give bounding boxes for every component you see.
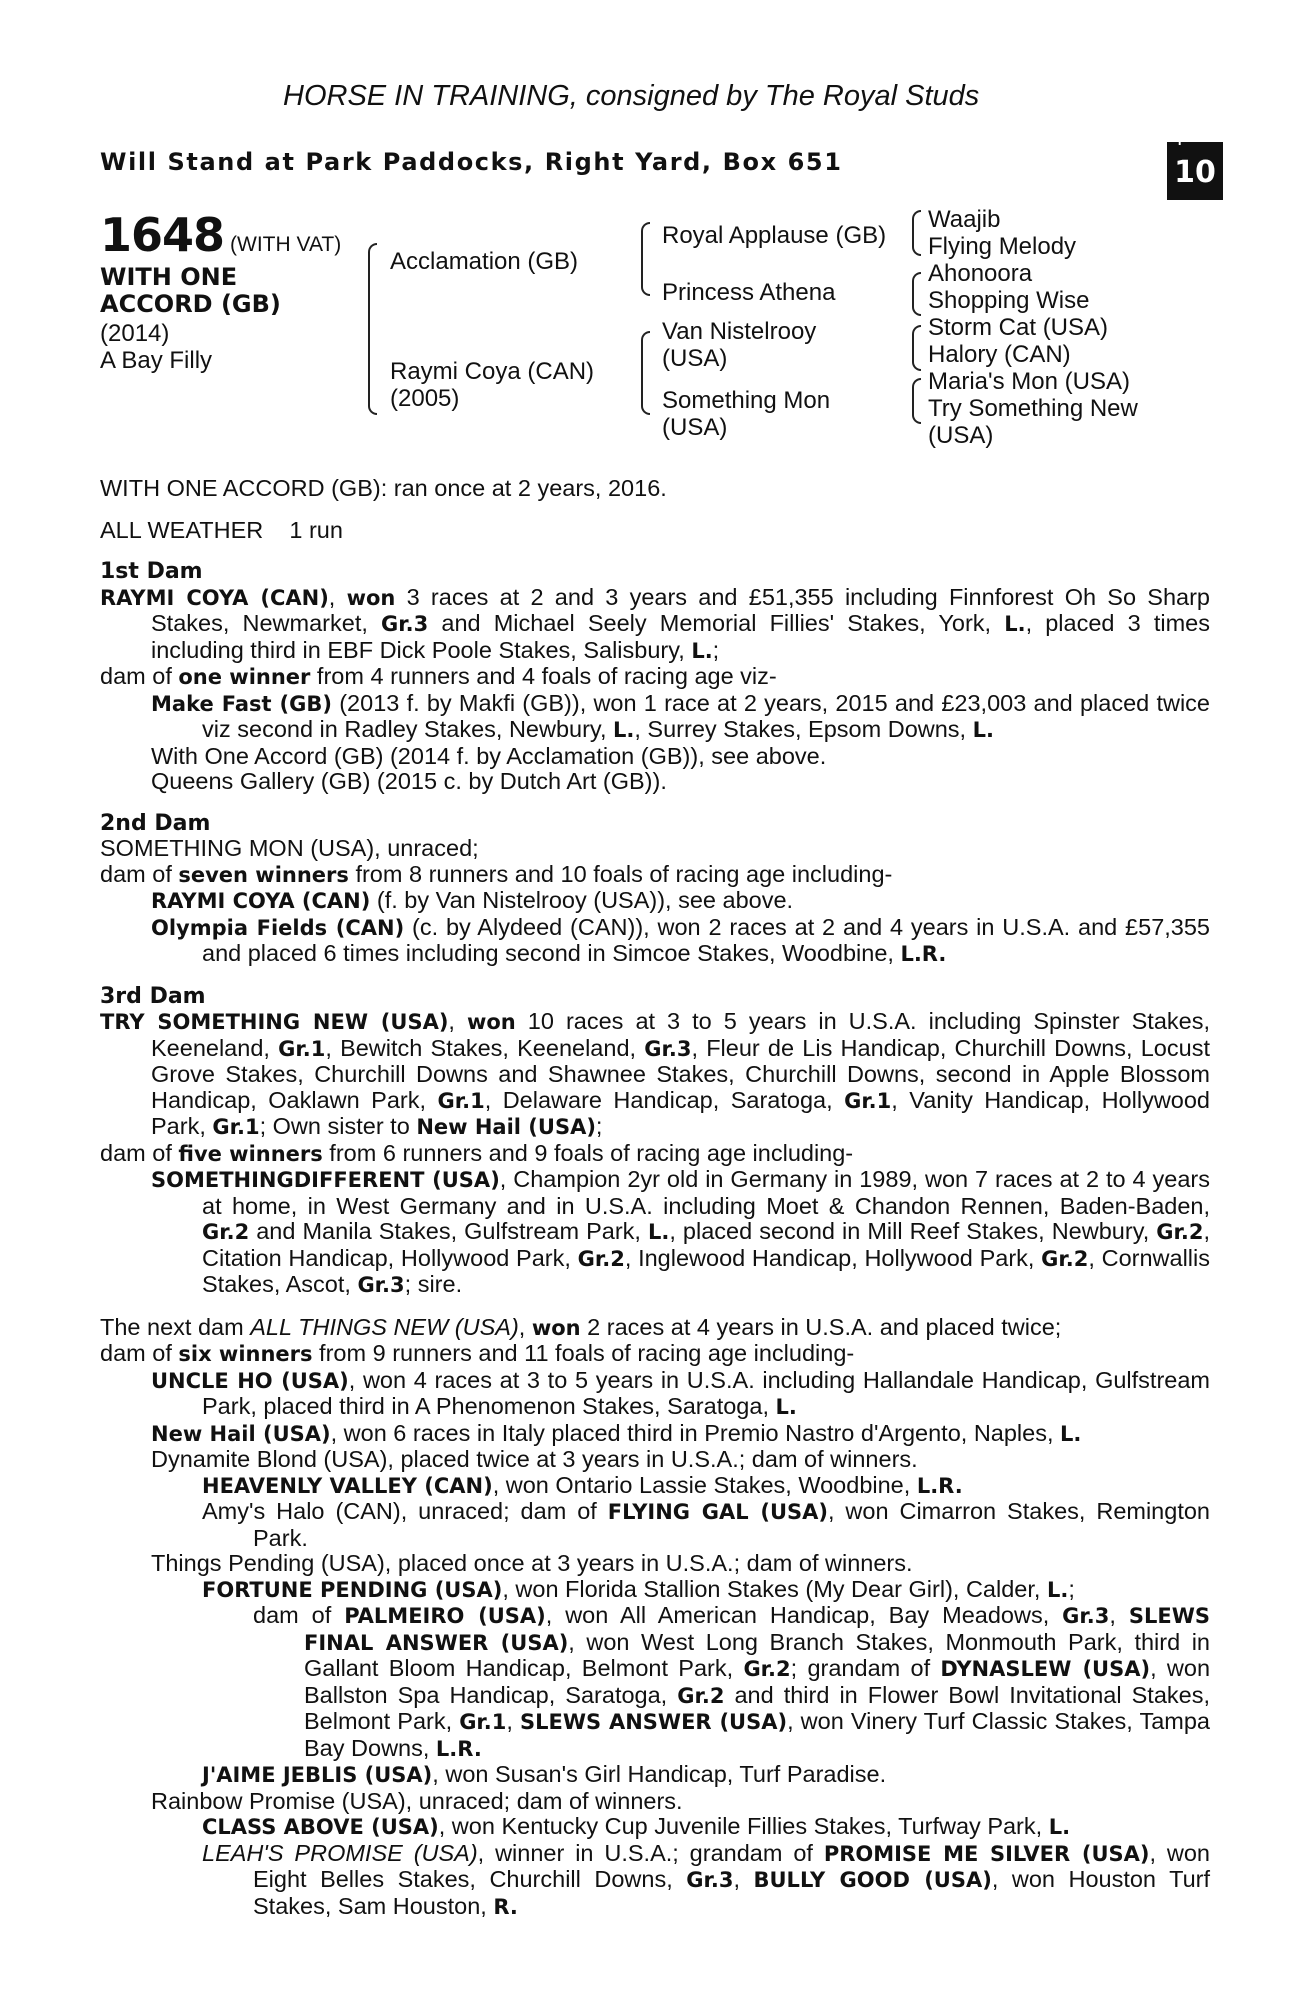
list-item: dam of PALMEIRO (USA), won All American Handicap, Bay Meadows, Gr.3, SLEWS FINAL ANSWER (USA), won West Long Branch Stakes, Monmouth Park, third in Gallant Bloom Handicap, Belmont Park, Gr.2; grandam of DYNASLEW (USA), won Ballston Spa Handicap, Saratoga, Gr.2 and third in Flower Bowl Invitational Stakes, Belmont Park, Gr.1, SLEWS ANSWER (USA), won Vinery Turf Classic Stakes, Tampa Bay Downs, L.R. <box>253 1602 1211 1761</box>
next-dam-produce: dam of six winners from 9 runners and 11 foals of racing age including- <box>100 1340 855 1366</box>
race-record: WITH ONE ACCORD (GB): ran once at 2 years, 2016. <box>100 475 667 501</box>
list-item: Dynamite Blond (USA), placed twice at 3 years in U.S.A.; dam of winners. <box>151 1446 918 1472</box>
first-dam-produce: dam of one winner from 4 runners and 4 foals of racing age viz- <box>100 663 777 689</box>
badge-plus: + <box>1173 130 1187 149</box>
lot-badge <box>1167 130 1223 200</box>
list-item: SOMETHINGDIFFERENT (USA), Champion 2yr old in Germany in 1989, won 7 races at 2 to 4 years at home, in West Germany and in U.S.A. including Moet & Chandon Rennen, Baden-Baden, Gr.2 and Manila Stakes, Gulfstream Park, L., placed second in Mill Reef Stakes, Newbury, Gr.2, Citation Handicap, Hollywood Park, Gr.2, Inglewood Handicap, Hollywood Park, Gr.2, Cornwallis Stakes, Ascot, Gr.3; sire. <box>151 1166 1210 1297</box>
list-item: J'AIME JEBLIS (USA), won Susan's Girl Handicap, Turf Paradise. <box>202 1761 887 1787</box>
list-item: LEAH'S PROMISE (USA), winner in U.S.A.; grandam of PROMISE ME SILVER (USA), won Eight Belles Stakes, Churchill Downs, Gr.3, BULLY GOOD (USA), won Houston Turf Stakes, Sam Houston, R. <box>202 1839 1210 1919</box>
brace-gen2-dam <box>641 331 650 415</box>
third-dam-produce: dam of five winners from 6 runners and 9 foals of racing age including- <box>100 1139 854 1166</box>
list-item: RAYMI COYA (CAN) (f. by Van Nistelrooy (USA)), see above. <box>151 887 794 913</box>
horse-description: A Bay Filly <box>100 347 213 374</box>
pedigree-dam-sire: Van Nistelrooy (USA) <box>662 318 817 372</box>
list-item: Queens Gallery (GB) (2015 c. by Dutch Art (GB)). <box>151 768 667 794</box>
foaling-year: (2014) <box>100 320 170 347</box>
list-item: Olympia Fields (CAN) (c. by Alydeed (CAN)), won 2 races at 2 and 4 years in U.S.A. and £57,355 and placed 6 times including second in Simcoe Stakes, Woodbine, L.R. <box>151 913 1210 966</box>
horse-info <box>100 320 212 374</box>
third-dam-record: TRY SOMETHING NEW (USA), won 10 races at 3 to 5 years in U.S.A. including Spinster Stakes, Keeneland, Gr.1, Bewitch Stakes, Keeneland, Gr.3, Fleur de Lis Handicap, Churchill Downs, Locust Grove Stakes, Churchill Downs and Shawnee Stakes, Churchill Downs, second in Apple Blossom Handicap, Oaklawn Park, Gr.1, Delaware Handicap, Saratoga, Gr.1, Vanity Handicap, Hollywood Park, Gr.1; Own sister to New Hail (USA); <box>100 1008 1211 1139</box>
list-item: Things Pending (USA), placed once at 3 years in U.S.A.; dam of winners. <box>151 1550 913 1576</box>
catalogue-body <box>100 476 1210 1920</box>
next-dam-record: The next dam ALL THINGS NEW (USA), won 2 races at 4 years in U.S.A. and placed twice; <box>100 1313 1062 1340</box>
second-dam-record: SOMETHING MON (USA), unraced; <box>100 835 479 861</box>
badge-number: 10 <box>1174 155 1216 190</box>
brace-gen2-sire <box>641 222 650 296</box>
stand-location: Will Stand at Park Paddocks, Right Yard, Box 651 <box>100 148 843 176</box>
brace-gen3-ss <box>912 210 921 256</box>
lot-heading <box>100 208 341 262</box>
lot-number: 1648 <box>100 208 225 262</box>
brace-gen1 <box>368 243 377 415</box>
second-dam-produce: dam of seven winners from 8 runners and 10 foals of racing age including- <box>100 860 893 887</box>
pedigree-gen3: Waajib Flying Melody Ahonoora Shopping Wise Storm Cat (USA) Halory (CAN) Maria's Mon (USA) Try Something New (USA) <box>928 206 1138 449</box>
list-item: HEAVENLY VALLEY (CAN), won Ontario Lassie Stakes, Woodbine, L.R. <box>202 1471 963 1498</box>
list-item: Make Fast (GB) (2013 f. by Makfi (GB)), won 1 race at 2 years, 2015 and £23,003 and placed twice viz second in Radley Stakes, Newbury, L., Surrey Stakes, Epsom Downs, L. <box>151 689 1210 742</box>
pedigree-sire: Acclamation (GB) <box>390 248 579 275</box>
list-item: With One Accord (GB) (2014 f. by Acclamation (GB)), see above. <box>151 742 827 769</box>
list-item: UNCLE HO (USA), won 4 races at 3 to 5 years in U.S.A. including Hallandale Handicap, Gulfstream Park, placed third in A Phenomenon Stakes, Saratoga, L. <box>151 1366 1210 1419</box>
list-item: CLASS ABOVE (USA), won Kentucky Cup Juvenile Fillies Stakes, Turfway Park, L. <box>202 1813 1071 1839</box>
list-item: New Hail (USA), won 6 races in Italy placed third in Premio Nastro d'Argento, Naples, L. <box>151 1419 1082 1446</box>
pedigree-sire-dam: Princess Athena <box>662 279 836 306</box>
horse-name: WITH ONE ACCORD (GB) <box>100 263 281 318</box>
first-dam-heading: 1st Dam <box>100 559 203 584</box>
page-title: HORSE IN TRAINING, consigned by The Royal Studs <box>283 80 980 112</box>
brace-gen3-ds <box>912 325 921 371</box>
all-weather-record: ALL WEATHER 1 run <box>100 516 343 543</box>
list-item: Amy's Halo (CAN), unraced; dam of FLYING GAL (USA), won Cimarron Stakes, Remington Park. <box>202 1498 1210 1551</box>
second-dam-heading: 2nd Dam <box>100 810 211 836</box>
first-dam-record: RAYMI COYA (CAN), won 3 races at 2 and 3 years and £51,355 including Finnforest Oh So Sharp Stakes, Newmarket, Gr.3 and Michael Seely Memorial Fillies' Stakes, York, L., placed 3 times including third in EBF Dick Poole Stakes, Salisbury, L.; <box>100 583 1210 663</box>
list-item: Rainbow Promise (USA), unraced; dam of winners. <box>151 1787 683 1814</box>
brace-gen3-dd <box>912 378 921 424</box>
brace-gen3-sd <box>912 272 921 316</box>
list-item: FORTUNE PENDING (USA), won Florida Stallion Stakes (My Dear Girl), Calder, L.; <box>202 1575 1075 1602</box>
third-dam-heading: 3rd Dam <box>100 983 206 1009</box>
vat-note: (WITH VAT) <box>230 233 342 256</box>
pedigree-dam-dam: Something Mon (USA) <box>662 387 831 441</box>
pedigree-sire-sire: Royal Applause (GB) <box>662 222 887 249</box>
pedigree-dam: Raymi Coya (CAN) (2005) <box>390 358 595 412</box>
